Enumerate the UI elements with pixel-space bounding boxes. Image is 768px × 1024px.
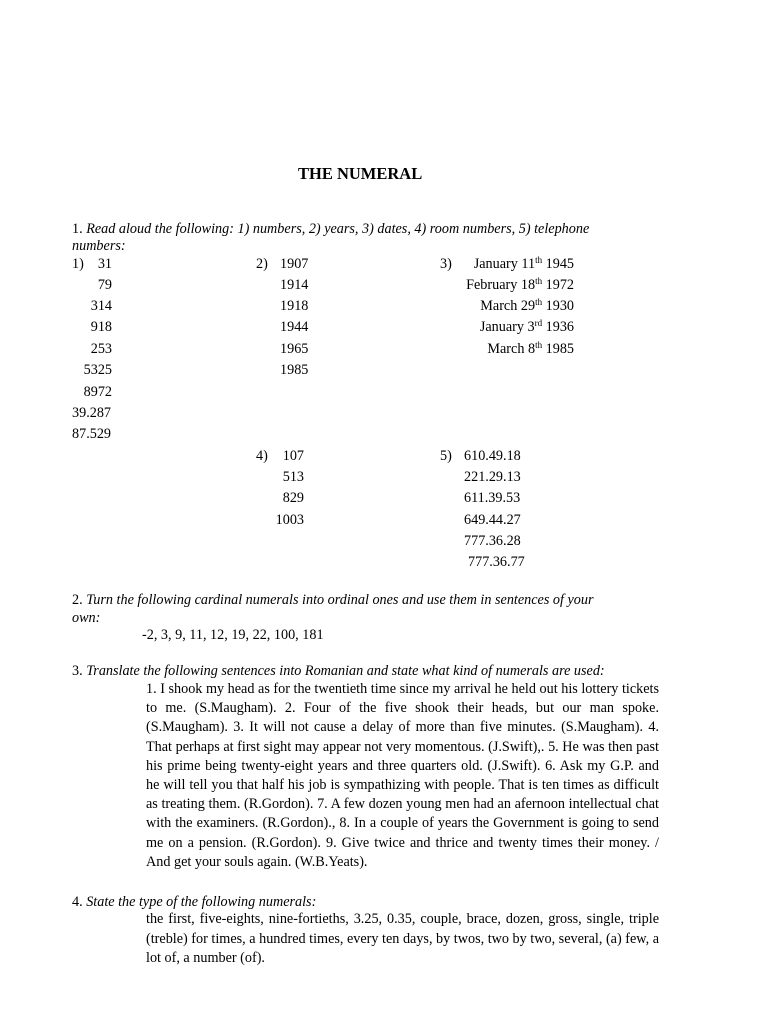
group-3-item: February 18th 1972 — [466, 276, 574, 293]
group-3-item: March 29th 1930 — [480, 297, 574, 314]
group-1-item: 918 — [90, 319, 112, 335]
exercise-4-numerals: the first, five-eights, nine-fortieths, 3.25, 0.35, couple, brace, dozen, gross, single, triple (treble) for times, a hundred times, every ten days, by twos, two by two, several, (a) few, a lot of, a number (of). — [146, 911, 659, 967]
exercise-4-instruction-text: State the type of the following numerals: — [86, 894, 317, 910]
group-1-item: 87.529 — [72, 426, 112, 442]
group-2-label: 2) — [256, 256, 268, 272]
exercise-1-instruction-line1: Read aloud the following: 1) numbers, 2) years, 3) dates, 4) room numbers, 5) telephone — [86, 221, 590, 237]
exercise-1-instruction-line2: numbers: — [72, 238, 126, 254]
group-2-item: 1918 — [280, 298, 309, 314]
group-3-item: January 11th 1945 — [473, 255, 574, 272]
exercise-3-instruction — [72, 662, 605, 680]
group-2-item: 1914 — [280, 277, 309, 293]
group-1-item: 79 — [97, 277, 112, 293]
group-5-item: 610.49.18 — [464, 448, 521, 464]
exercise-2-list: -2, 3, 9, 11, 12, 19, 22, 100, 181 — [142, 627, 324, 643]
exercise-4-number: 4. — [72, 894, 83, 910]
exercise-3-sentences: 1. I shook my head as for the twentieth time since my arrival he held out his lottery tickets to me. (S.Maugham). 2. Four of the five shook their heads, but our man spoke. (S.Maugham). 3. It will not cause a delay of more than five minutes. (S.Maugham). 4. That perhaps at first sight may appear not very momentous. (J.Swift),. 5. He was then past his prime being twenty-eight years and three quarters old. (J.Swift). 6. Ask my G.P. and he will tell you that half his job is sympathizing with people. That is ten times as difficult as treating them. (R.Gordon). 7. A few dozen young men had an afernoon intellectual chat with the examiners. (R.Gordon)., 8. In a couple of years the Government is going to send me on a pension. (R.Gordon). 9. Give twice and thrice and twenty times their money. / And get your souls again. (W.B.Yeats). — [146, 681, 659, 870]
exercise-2-number: 2. — [72, 592, 83, 608]
group-1-item: 39.287 — [72, 405, 112, 421]
group-3-item: January 3rd 1936 — [479, 318, 574, 335]
group-1-item: 314 — [90, 298, 112, 314]
group-5-item: 221.29.13 — [464, 469, 521, 485]
group-5-item: 777.36.28 — [464, 533, 521, 549]
page-title: THE NUMERAL — [298, 164, 423, 183]
group-5-item: 777.36.77 — [468, 554, 525, 570]
exercise-2-instruction-line2: own: — [72, 610, 101, 626]
exercise-1-instruction — [72, 220, 660, 238]
exercise-4-instruction — [72, 893, 316, 911]
group-4-item: 1003 — [275, 512, 304, 528]
exercise-3-number: 3. — [72, 663, 83, 679]
group-1-item: 253 — [90, 341, 112, 357]
exercise-2-instruction-line1: Turn the following cardinal numerals into ordinal ones and use them in sentences of your — [86, 592, 594, 608]
exercise-2-instruction — [72, 591, 594, 609]
group-3-item: March 8th 1985 — [487, 340, 574, 357]
group-4-item: 107 — [282, 448, 304, 464]
group-5-item: 611.39.53 — [464, 490, 521, 506]
group-3-label: 3) — [440, 256, 452, 272]
exercise-1-number: 1. — [72, 221, 83, 237]
group-4-item: 829 — [282, 490, 304, 506]
group-5-item: 649.44.27 — [464, 512, 521, 528]
group-4-label: 4) — [256, 448, 268, 464]
group-2-item: 1907 — [280, 256, 309, 272]
group-2-item: 1944 — [280, 319, 309, 335]
group-1-item: 31 — [97, 256, 112, 272]
group-2-item: 1965 — [280, 341, 309, 357]
group-1-item: 5325 — [83, 362, 112, 378]
group-1-label: 1) — [72, 256, 84, 272]
group-4-item: 513 — [282, 469, 304, 485]
group-5-label: 5) — [440, 448, 452, 464]
group-1-item: 8972 — [83, 384, 112, 400]
group-2-item: 1985 — [280, 362, 309, 378]
exercise-3-instruction-text: Translate the following sentences into Romanian and state what kind of numerals are used: — [86, 663, 605, 679]
